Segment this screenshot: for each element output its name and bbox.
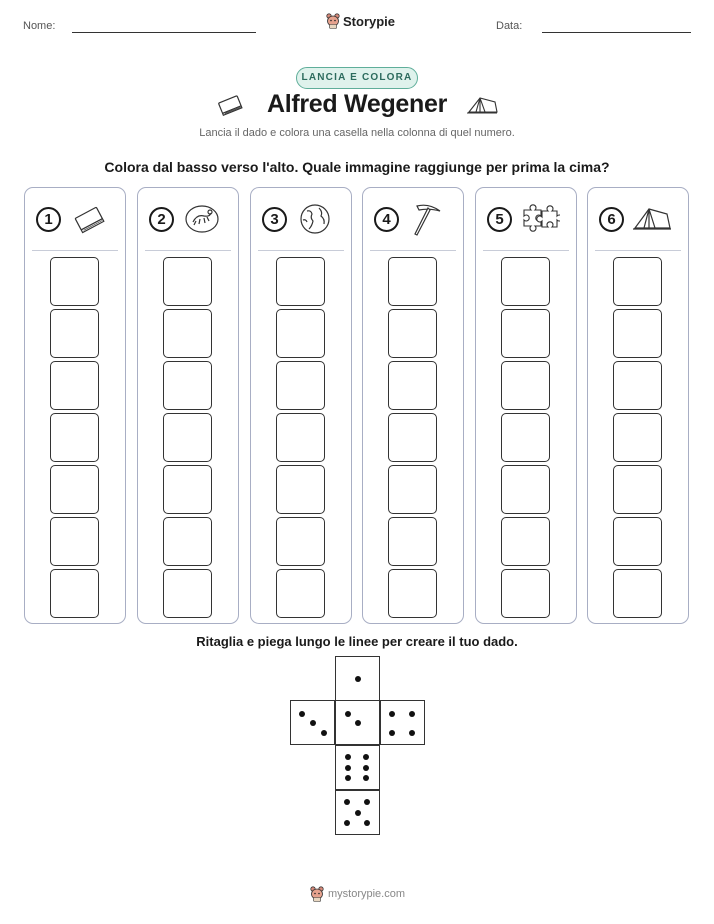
die-pip [363,775,369,781]
color-box[interactable] [163,517,212,566]
die-pip [355,720,361,726]
column-3 [250,187,352,624]
color-box[interactable] [613,517,662,566]
page-subtitle: Lancia il dado e colora una casella nella colonna di quel numero. [199,127,515,139]
footer-url: mystorypie.com [328,888,406,900]
color-box[interactable] [388,569,437,618]
die-pip [355,810,361,816]
die-pip [409,730,415,736]
die-pip [345,765,351,771]
column-divider [483,250,569,251]
color-box[interactable] [50,361,99,410]
die-face-6 [335,745,380,790]
fossil-icon [182,202,222,241]
cut-instruction: Ritaglia e piega lungo le linee per creare il tuo dado. [196,634,518,649]
color-box[interactable] [501,309,550,358]
color-box[interactable] [163,361,212,410]
column-divider [258,250,344,251]
color-box[interactable] [163,465,212,514]
die-pip [344,799,350,805]
color-box[interactable] [501,257,550,306]
name-label: Nome: [23,20,56,32]
color-box[interactable] [388,257,437,306]
column-number: 3 [262,207,287,232]
color-box[interactable] [613,257,662,306]
column-2 [137,187,239,624]
die-face-2 [335,700,380,745]
color-box[interactable] [613,465,662,514]
die-pip [389,711,395,717]
color-box[interactable] [50,517,99,566]
column-number: 1 [36,207,61,232]
bear-icon [326,13,340,29]
color-box[interactable] [163,257,212,306]
die-pip [345,775,351,781]
die-pip [364,820,370,826]
column-6 [587,187,689,624]
column-divider [595,250,681,251]
page-title: Alfred Wegener [266,90,448,118]
color-box[interactable] [50,309,99,358]
column-divider [370,250,456,251]
die-pip [364,799,370,805]
column-number: 2 [149,207,174,232]
color-box[interactable] [163,309,212,358]
book-icon [69,202,109,241]
tent-icon [632,202,672,241]
date-field-line[interactable] [542,32,691,33]
die-pip [409,711,415,717]
die-face-1 [335,656,380,701]
name-field-line[interactable] [72,32,256,33]
die-pip [299,711,305,717]
pickaxe-icon [407,202,447,243]
column-4 [362,187,464,624]
column-number: 6 [599,207,624,232]
color-box[interactable] [276,569,325,618]
color-box[interactable] [501,465,550,514]
race-instruction: Colora dal basso verso l'alto. Quale immagine raggiunge per prima la cima? [104,159,610,175]
column-divider [145,250,231,251]
storypie-logo [326,13,395,29]
die-pip [363,754,369,760]
tent-icon [466,93,498,122]
die-pip [344,820,350,826]
die-pip [355,676,361,682]
puzzle-icon [520,202,560,241]
globe-icon [295,202,335,241]
footer [310,886,405,902]
color-box[interactable] [50,569,99,618]
color-box[interactable] [50,257,99,306]
color-box[interactable] [50,465,99,514]
logo-text: Storypie [343,13,396,29]
color-box[interactable] [163,569,212,618]
color-box[interactable] [388,309,437,358]
color-box[interactable] [501,517,550,566]
color-box[interactable] [276,257,325,306]
die-face-3 [290,700,335,745]
color-box[interactable] [163,413,212,462]
color-box[interactable] [388,517,437,566]
die-face-5 [335,790,380,835]
bear-icon [310,886,324,902]
die-pip [345,754,351,760]
die-pip [310,720,316,726]
color-box[interactable] [388,413,437,462]
column-number: 4 [374,207,399,232]
die-pip [321,730,327,736]
column-divider [32,250,118,251]
color-box[interactable] [276,361,325,410]
color-box[interactable] [613,569,662,618]
color-box[interactable] [501,569,550,618]
color-box[interactable] [613,361,662,410]
die-pip [363,765,369,771]
color-box[interactable] [276,465,325,514]
color-box[interactable] [388,465,437,514]
color-box[interactable] [613,309,662,358]
color-box[interactable] [501,413,550,462]
activity-badge: LANCIA E COLORA [296,67,418,89]
color-box[interactable] [276,413,325,462]
column-5 [475,187,577,624]
color-box[interactable] [50,413,99,462]
die-pip [345,711,351,717]
date-label: Data: [496,20,523,32]
die-pip [389,730,395,736]
color-box[interactable] [501,361,550,410]
die-face-4 [380,700,425,745]
color-box[interactable] [276,309,325,358]
color-box[interactable] [276,517,325,566]
color-box[interactable] [388,361,437,410]
column-number: 5 [487,207,512,232]
column-1 [24,187,126,624]
color-box[interactable] [613,413,662,462]
